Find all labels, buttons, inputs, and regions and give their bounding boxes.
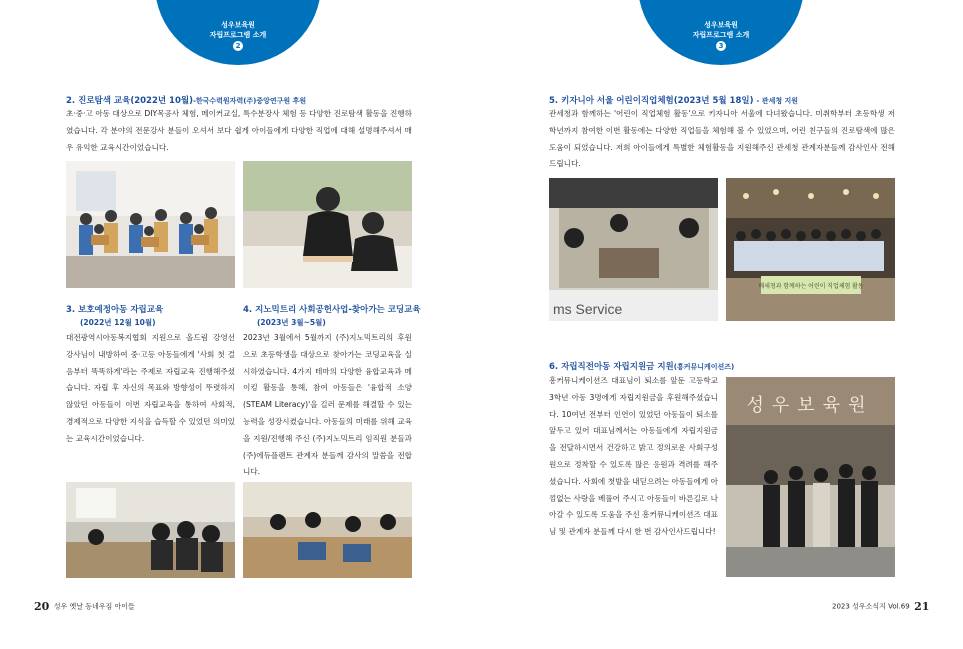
banner-text: 배세청과 함께하는 어린이 직업체험 활동 bbox=[758, 284, 864, 290]
section4-title: 4. 지노믹트리 사회공헌사업-찾아가는 코딩교육 bbox=[243, 305, 421, 315]
badge-org: 성우보육원 bbox=[221, 21, 255, 29]
section6-title-suffix: (흥커뮤니케이션즈) bbox=[673, 363, 735, 371]
photo-sign-text: ms Service bbox=[553, 301, 623, 317]
page-number: 21 bbox=[914, 600, 930, 613]
section2-title bbox=[66, 94, 306, 106]
photo-career-exploration-group bbox=[66, 161, 235, 288]
badge-number: 3 bbox=[716, 41, 726, 51]
footer-text: 성우 옛날 동네우짐 아이들 bbox=[53, 602, 135, 611]
section5-title-text: 5. 키자니아 서울 어린이직업체험(2023년 5월 18일) bbox=[549, 96, 754, 106]
section3-title: 3. 보호예정아동 자립교육 bbox=[66, 305, 164, 315]
section2-title-suffix: -한국수력원자력(주)중앙연구원 후원 bbox=[192, 97, 307, 105]
left-footer bbox=[34, 600, 135, 613]
badge-number: 2 bbox=[233, 41, 243, 51]
section4-date: (2023년 3월~5월) bbox=[257, 318, 326, 327]
photo-makeup-artist-experience bbox=[243, 161, 412, 288]
section3-body: 대전광역시아동복지협회 지원으로 올드림 강영선 강사님이 내방하여 중·고등 아동들에게 '사회 첫 걸음부터 똑똑하게'라는 주제로 자립교육 진행해주셨습니다. 자립 후 자신의 목표와 방향성이 뚜렷하지 않았던 아동들이 이번 자립교육을 통하여 사회적, 경제적으로 다양한 지식을 습득할 수 있었던 의미있는 교육시간이었습니다. bbox=[66, 333, 235, 443]
section2-title-text: 2. 진로탐색 교육(2022년 10월) bbox=[66, 96, 193, 106]
section5-title-suffix: - 관세청 지원 bbox=[756, 97, 799, 105]
section-badge bbox=[155, 0, 321, 65]
section5-title bbox=[549, 94, 798, 106]
section6-title-text: 6. 자립직전아동 자립지원금 지원 bbox=[549, 362, 674, 372]
section4-body: 2023년 3월에서 5월까지 (주)지노믹트리의 후원으로 초등학생을 대상으로 찾아가는 코딩교육을 실시하였습니다. 4가지 테마의 다양한 융합교육과 메이킹 활동을 통해, 참여 아동들은 '융합적 소양(STEAM Literacy)'을 길러 문제를 해결할 수 있는 능력을 성장시켰습니다. 아동들의 미래를 위해 교육을 지원/진행해 주신 (주)지노믹트리 임직원 분들과 (주)에듀플랜트 관계자 분들께 감사의 말씀을 전합니다. bbox=[243, 333, 412, 477]
page-number: 20 bbox=[34, 600, 50, 613]
section6-title bbox=[549, 360, 734, 372]
right-footer bbox=[832, 600, 929, 613]
section3-date: (2022년 12월 10월) bbox=[80, 318, 156, 327]
photo-coding-education bbox=[243, 482, 412, 578]
photo-support-fund-ceremony bbox=[726, 377, 895, 577]
building-sign-text: 성우보육원 bbox=[746, 395, 874, 416]
footer-text: 2023 성우소식지 Vol.69 bbox=[832, 602, 910, 611]
section6-body: 흥커뮤니케이션즈 대표님이 퇴소를 앞둔 고등학교 3학년 아동 3명에게 자립지원금을 후원해주셨습니다. 10여년 전부터 인연이 있었던 아동들이 퇴소를 앞두고 있어 대표님께서는 아동들에게 자립지원금을 전달하시면서 건강하고 밝고 정의로운 사회구성원으로 정착할 수 있도록 많은 응원과 격려를 해주셨습니다. 사회에 첫발을 내딛으려는 아동들에게 아낌없는 사랑을 베풀어 주시고 아동들이 바른길로 나아갈 수 있도록 도움을 주신 흥커뮤니케이션즈 대표님 및 관계자 분들께 다시 한 번 감사인사드립니다! bbox=[549, 376, 718, 537]
badge-title: 자립프로그램 소개 bbox=[209, 31, 267, 39]
section-badge bbox=[638, 0, 804, 65]
photo-kidzania-experience bbox=[549, 178, 718, 321]
badge-title: 자립프로그램 소개 bbox=[692, 31, 750, 39]
badge-org: 성우보육원 bbox=[704, 21, 738, 29]
photo-kidzania-group bbox=[726, 178, 895, 321]
left-page bbox=[0, 0, 481, 649]
right-page bbox=[482, 0, 963, 649]
section5-body: 관세청과 함께하는 '어린이 직업체험 활동'으로 키자니아 서울에 다녀왔습니다. 미취학부터 초등학생 저학년까지 참여한 이번 활동에는 다양한 직업들을 체험해 볼 수 있었으며, 어린 친구들의 진로탐색에 많은 도움이 되었습니다. 저희 아이들에게 특별한 체험활동을 지원해주신 관세청 관계자분들께 감사인사 전해드립니다. bbox=[549, 109, 895, 169]
section2-body: 초·중·고 아동 대상으로 DIY목공사 체험, 메이커교실, 특수분장사 체험 등 다양한 진로탐색 활동을 진행하였습니다. 각 분야의 전문강사 분들이 오셔서 보다 쉽게 아이들에게 다양한 직업에 대해 설명해주셔서 매우 유익한 교육시간이었습니다. bbox=[66, 109, 412, 152]
photo-independence-lecture bbox=[66, 482, 235, 578]
